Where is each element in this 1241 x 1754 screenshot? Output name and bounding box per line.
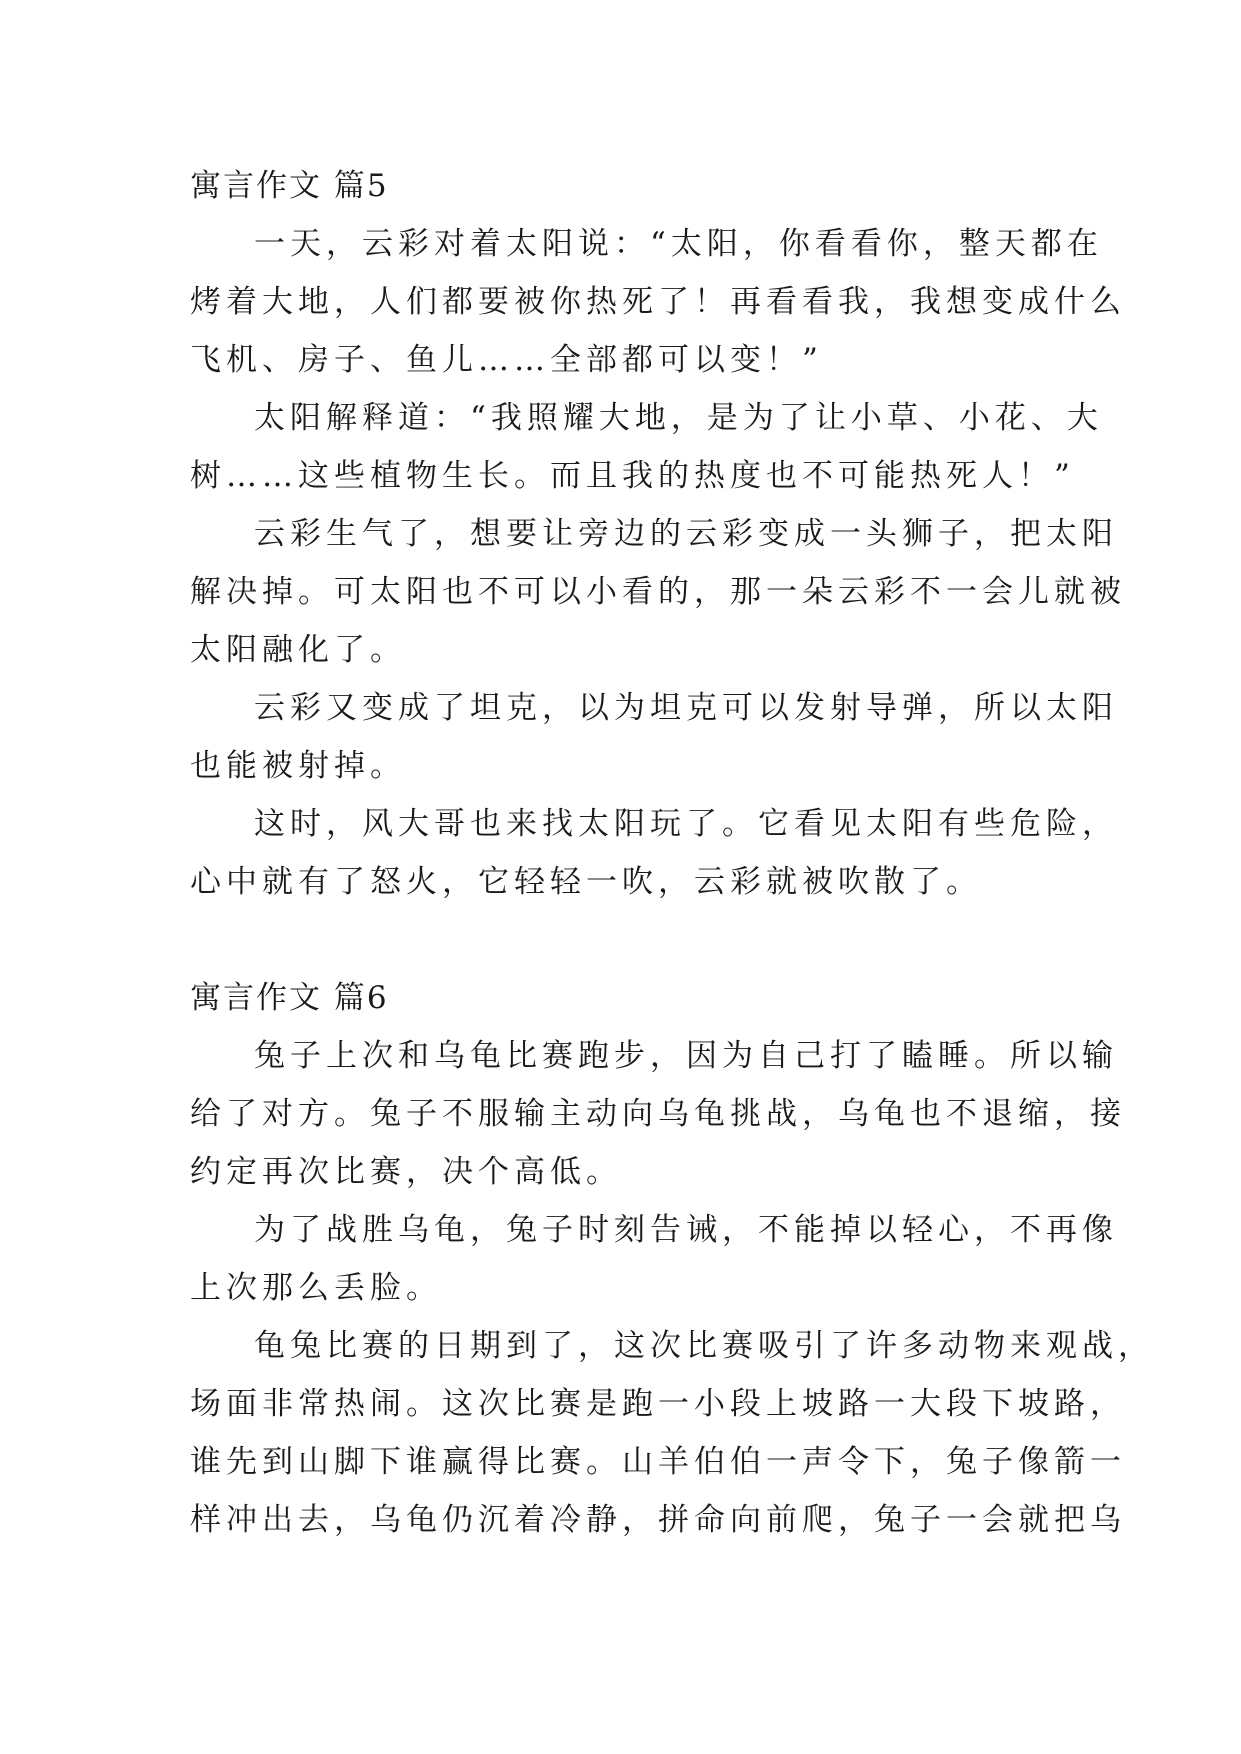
paragraph-line: 树……这些植物生长。而且我的热度也不可能热死人！”: [190, 458, 1075, 494]
paragraph-line: 约定再次比赛，决个高低。: [190, 1154, 622, 1190]
paragraph-line: 为了战胜乌龟，兔子时刻告诫，不能掉以轻心，不再像: [254, 1212, 1118, 1248]
paragraph-line: 给了对方。兔子不服输主动向乌龟挑战，乌龟也不退缩，接: [190, 1096, 1126, 1132]
paragraph-line: 上次那么丢脸。: [190, 1270, 442, 1306]
paragraph-line: 心中就有了怒火，它轻轻一吹，云彩就被吹散了。: [190, 864, 982, 900]
paragraph-line: 也能被射掉。: [190, 748, 406, 784]
paragraph-line: 解决掉。可太阳也不可以小看的，那一朵云彩不一会儿就被: [190, 574, 1126, 610]
paragraph-line: 这时，风大哥也来找太阳玩了。它看见太阳有些危险，: [254, 806, 1118, 842]
paragraph-line: 太阳融化了。: [190, 632, 406, 668]
paragraph-line: 场面非常热闹。这次比赛是跑一小段上坡路一大段下坡路，: [190, 1386, 1126, 1422]
paragraph-line: 烤着大地，人们都要被你热死了！再看看我，我想变成什么: [190, 284, 1126, 320]
paragraph-line: 兔子上次和乌龟比赛跑步，因为自己打了瞌睡。所以输: [254, 1038, 1118, 1074]
paragraph-line: 样冲出去，乌龟仍沉着冷静，拼命向前爬，兔子一会就把乌: [190, 1502, 1126, 1538]
section-heading: 寓言作文 篇6: [190, 980, 389, 1016]
paragraph-line: 太阳解释道：“我照耀大地，是为了让小草、小花、大: [254, 400, 1103, 436]
section-heading: 寓言作文 篇5: [190, 168, 389, 204]
paragraph-line: 飞机、房子、鱼儿……全部都可以变！”: [190, 342, 823, 378]
paragraph-line: 云彩又变成了坦克，以为坦克可以发射导弹，所以太阳: [254, 690, 1118, 726]
paragraph-line: 谁先到山脚下谁赢得比赛。山羊伯伯一声令下，兔子像箭一: [190, 1444, 1126, 1480]
paragraph-line: 云彩生气了，想要让旁边的云彩变成一头狮子，把太阳: [254, 516, 1118, 552]
paragraph-line: 龟兔比赛的日期到了，这次比赛吸引了许多动物来观战，: [254, 1328, 1154, 1364]
paragraph-line: 一天，云彩对着太阳说：“太阳，你看看你，整天都在: [254, 226, 1103, 262]
